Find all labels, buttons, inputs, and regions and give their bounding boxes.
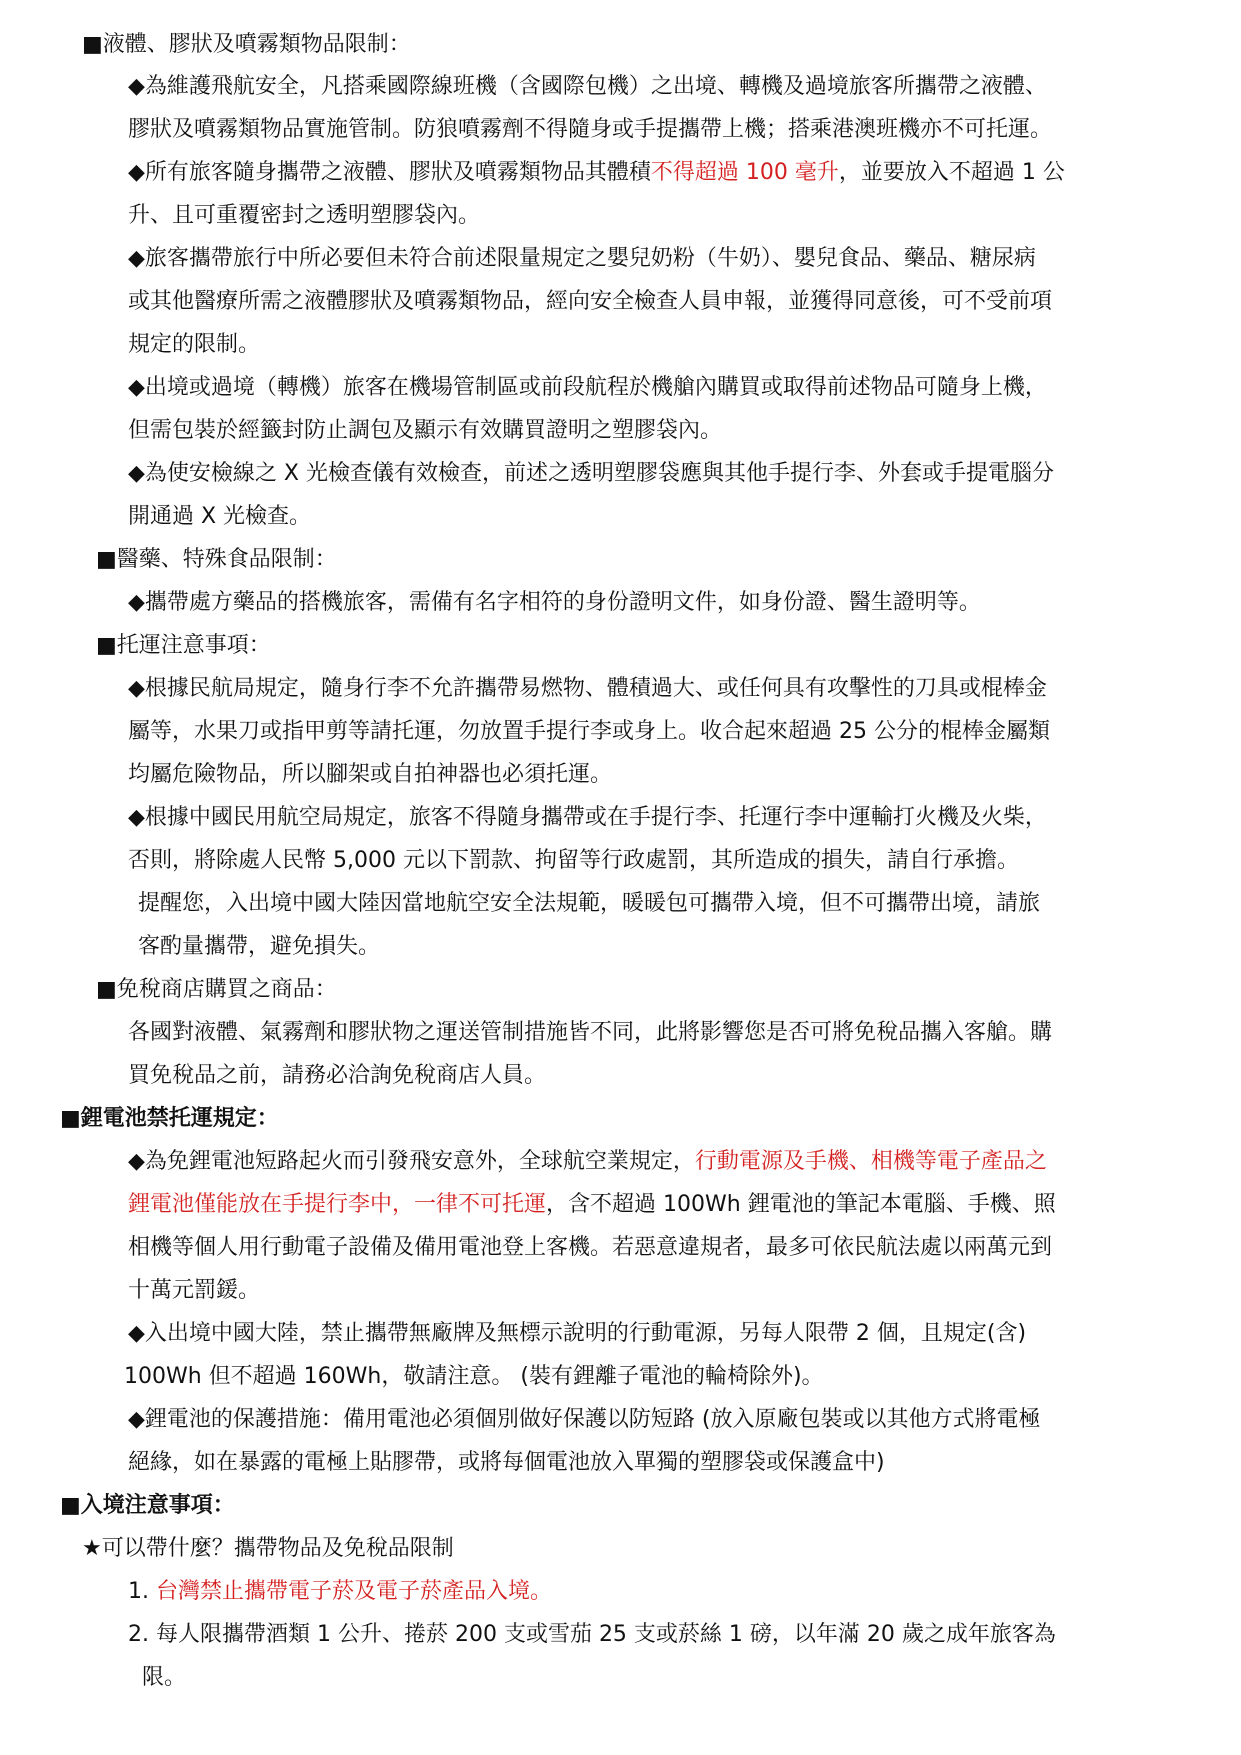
entry-item-1-number: 1. — [128, 1579, 156, 1604]
liquid-bullet-3-line-1: ◆旅客攜帶旅行中所必要但未符合前述限量規定之嬰兒奶粉（牛奶）、嬰兒食品、藥品、糖尿病 — [128, 246, 1036, 271]
liquid-bullet-3-line-2: 或其他醫療所需之液體膠狀及噴霧類物品，經向安全檢查人員申報，並獲得同意後，可不受前項 — [128, 289, 1053, 314]
liquid-limit-highlight: 不得超過 100 毫升 — [650, 160, 839, 185]
battery-bullet-1-line-3: 相機等個人用行動電子設備及備用電池登上客機。若惡意違規者，最多可依民航法處以兩萬元到 — [128, 1235, 1053, 1260]
checkin-note-line-2: 客酌量攜帶，避免損失。 — [138, 934, 381, 959]
entry-subtitle: ★可以帶什麼？攜帶物品及免稅品限制 — [82, 1536, 454, 1561]
section-title-dutyfree: ■免稅商店購買之商品： — [96, 977, 337, 1002]
liquid-bullet-4-line-2: 但需包裝於經籤封防止調包及顯示有效購買證明之塑膠袋內。 — [128, 418, 723, 443]
liquid-bullet-4-line-1: ◆出境或過境（轉機）旅客在機場管制區或前段航程於機艙內購買或取得前述物品可隨身上機， — [128, 375, 1047, 400]
battery-bullet-1-line-2 — [128, 1190, 1056, 1220]
battery-highlight-2: 鋰電池僅能放在手提行李中，一律不可托運 — [128, 1192, 547, 1217]
section-title-liquids: ■液體、膠狀及噴霧類物品限制： — [82, 32, 411, 57]
battery-highlight-1: 行動電源及手機、相機等電子產品之 — [694, 1149, 1047, 1174]
battery-bullet-2-line-2: 100Wh 但不超過 160Wh，敬請注意。 (裝有鋰離子電池的輪椅除外)。 — [124, 1364, 824, 1389]
liquid-bullet-5-line-1: ◆為使安檢線之 X 光檢查儀有效檢查，前述之透明塑膠袋應與其他手提行李、外套或手提電腦分 — [128, 461, 1054, 486]
checkin-bullet-2-line-2: 否則，將除處人民幣 5,000 元以下罰款、拘留等行政處罰，其所造成的損失，請自行承擔。 — [128, 848, 1019, 873]
checkin-bullet-1-line-1: ◆根據民航局規定，隨身行李不允許攜帶易燃物、體積過大、或任何具有攻擊性的刀具或棍棒金 — [128, 676, 1047, 701]
medicine-bullet-1: ◆攜帶處方藥品的搭機旅客，需備有名字相符的身份證明文件，如身份證、醫生證明等。 — [128, 590, 981, 615]
liquid-bullet-2-pre: ◆所有旅客隨身攜帶之液體、膠狀及噴霧類物品其體積 — [128, 160, 651, 185]
checkin-bullet-1-line-3: 均屬危險物品，所以腳架或自拍神器也必須托運。 — [128, 762, 613, 787]
section-title-entry: ■入境注意事項： — [60, 1493, 235, 1518]
entry-ecig-ban-highlight: 台灣禁止攜帶電子菸及電子菸產品入境。 — [155, 1579, 552, 1604]
battery-bullet-3-line-2: 絕緣，如在暴露的電極上貼膠帶，或將每個電池放入單獨的塑膠袋或保護盒中) — [128, 1450, 885, 1475]
battery-bullet-2-line-1: ◆入出境中國大陸，禁止攜帶無廠牌及無標示說明的行動電源，另每人限帶 2 個，且規定(含) — [128, 1321, 1027, 1346]
checkin-bullet-1-line-2: 屬等，水果刀或指甲剪等請托運，勿放置手提行李或身上。收合起來超過 25 公分的棍棒金屬類 — [128, 719, 1050, 744]
entry-item-2-line-1: 2. 每人限攜帶酒類 1 公升、捲菸 200 支或雪茄 25 支或菸絲 1 磅，以年滿 20 歲之成年旅客為 — [128, 1622, 1056, 1647]
section-title-battery: ■鋰電池禁托運規定： — [60, 1106, 279, 1131]
dutyfree-body-line-1: 各國對液體、氣霧劑和膠狀物之運送管制措施皆不同，此將影響您是否可將免稅品攜入客艙。購 — [128, 1020, 1053, 1045]
liquid-bullet-3-line-3: 規定的限制。 — [128, 332, 261, 357]
liquid-bullet-1-line-1: ◆為維護飛航安全，凡搭乘國際線班機（含國際包機）之出境、轉機及過境旅客所攜帶之液體、 — [128, 74, 1047, 99]
battery-bullet-3-line-1: ◆鋰電池的保護措施：備用電池必須個別做好保護以防短路 (放入原廠包裝或以其他方式將電極 — [128, 1407, 1041, 1432]
checkin-bullet-2-line-1: ◆根據中國民用航空局規定，旅客不得隨身攜帶或在手提行李、托運行李中運輸打火機及火柴， — [128, 805, 1047, 830]
dutyfree-body-line-2: 買免稅品之前，請務必洽詢免稅商店人員。 — [128, 1063, 547, 1088]
entry-item-1 — [128, 1577, 552, 1607]
liquid-bullet-2-line-1 — [128, 158, 1065, 188]
battery-bullet-1-line-1 — [128, 1147, 1047, 1177]
liquid-bullet-5-line-2: 開通過 X 光檢查。 — [128, 504, 312, 529]
liquid-bullet-1-line-2: 膠狀及噴霧類物品實施管制。防狼噴霧劑不得隨身或手提攜帶上機；搭乘港澳班機亦不可托運。 — [128, 117, 1053, 142]
battery-bullet-1-post: ，含不超過 100Wh 鋰電池的筆記本電腦、手機、照 — [546, 1192, 1056, 1217]
liquid-bullet-2-line-2: 升、且可重覆密封之透明塑膠袋內。 — [128, 203, 481, 228]
section-title-checkin: ■托運注意事項： — [96, 633, 271, 658]
checkin-note-line-1: 提醒您，入出境中國大陸因當地航空安全法規範，暖暖包可攜帶入境，但不可攜帶出境，請旅 — [138, 891, 1041, 916]
liquid-bullet-2-post: ，並要放入不超過 1 公 — [838, 160, 1065, 185]
battery-bullet-1-pre: ◆為免鋰電池短路起火而引發飛安意外，全球航空業規定， — [128, 1149, 695, 1174]
battery-bullet-1-line-4: 十萬元罰鍰。 — [128, 1278, 261, 1303]
entry-item-2-line-2: 限。 — [142, 1665, 187, 1690]
section-title-medicine: ■醫藥、特殊食品限制： — [96, 547, 337, 572]
